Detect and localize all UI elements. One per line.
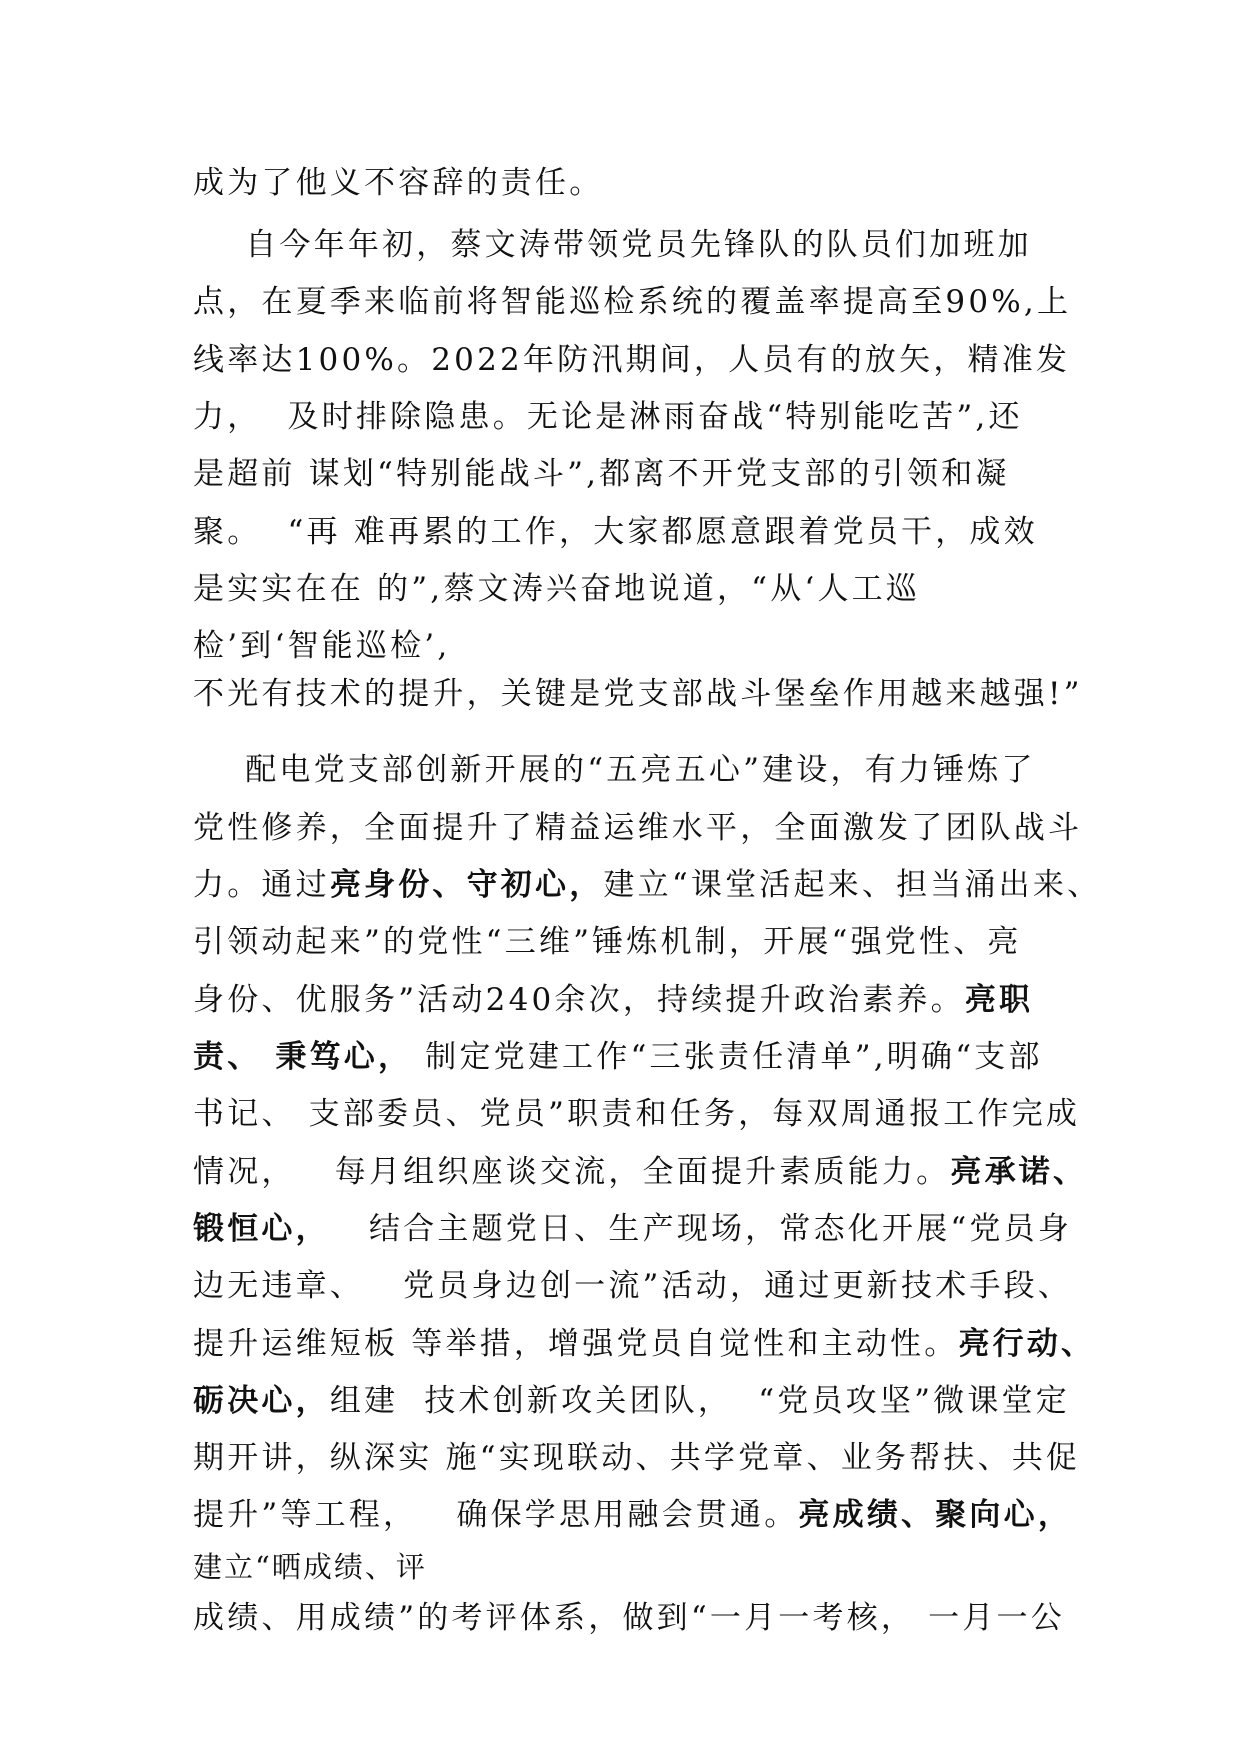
bold-phrase: 亮职 — [964, 982, 1034, 1018]
text-line: 期开讲，纵深实 施“实现联动、共学党章、业务帮扶、共促 — [193, 1440, 1081, 1476]
text-run: 建立“课堂活起来、担当涌出来、 — [603, 867, 1102, 903]
text-line: 自今年年初，蔡文涛带领党员先锋队的队员们加班加 — [193, 227, 1032, 263]
text-line: 党性修养，全面提升了精益运维水平，全面激发了团队战斗 — [193, 810, 1083, 846]
text-run: 身份、优服务”活动240余次，持续提升政治素养。 — [193, 982, 965, 1018]
text-line: 聚。 “再 难再累的工作，大家都愿意跟着党员干，成效 — [193, 514, 1038, 550]
text-line: 是实实在在 的”,蔡文涛兴奋地说道，“从‘人工巡 — [193, 571, 921, 607]
text-line: 引领动起来”的党性“三维”锤炼机制，开展“强党性、亮 — [193, 924, 1022, 960]
text-line — [193, 978, 1033, 1022]
bold-phrase: 亮行动、 — [958, 1326, 1096, 1362]
text-line: 力， 及时排除隐患。无论是淋雨奋战“特别能吃苦”,还 — [193, 399, 1023, 435]
bold-phrase: 亮成绩、聚向心， — [798, 1497, 1073, 1533]
text-line — [193, 1379, 1070, 1423]
text-run: 组建 技术创新攻关团队， “党员攻坚”微课堂定 — [329, 1383, 1070, 1419]
text-line: 点，在夏季来临前将智能巡检系统的覆盖率提高至90%,上 — [193, 284, 1072, 320]
text-line: 线率达100%。2022年防汛期间，人员有的放矢，精准发 — [193, 342, 1071, 378]
bold-phrase: 责、 秉笃心， — [193, 1039, 413, 1075]
text-line: 成为了他义不容辞的责任。 — [193, 165, 604, 201]
bold-phrase: 亮身份、守初心， — [329, 867, 604, 903]
text-run: 提升运维短板 等举措，增强党员自觉性和主动性。 — [193, 1326, 959, 1362]
text-line: 是超前 谋划“特别能战斗”,都离不开党支部的引领和凝 — [193, 456, 1010, 492]
text-run: 结合主题党日、生产现场，常态化开展“党员身 — [329, 1211, 1073, 1247]
text-line — [193, 1207, 1072, 1251]
text-line — [193, 1322, 1095, 1366]
text-run: 力。通过 — [193, 867, 330, 903]
text-run: 制定党建工作“三张责任清单”,明确“支部 — [412, 1039, 1043, 1075]
text-line: 成绩、用成绩”的考评体系，做到“一月一考核， 一月一公 — [193, 1600, 1065, 1636]
text-line: 边无违章、 党员身边创一流”活动，通过更新技术手段、 — [193, 1268, 1073, 1304]
text-line — [193, 863, 1101, 907]
text-run: 提升”等工程， 确保学思用融会贯通。 — [193, 1497, 799, 1533]
text-line: 配电党支部创新开展的“五亮五心”建设，有力锤炼了 — [193, 752, 1036, 788]
bold-phrase: 亮承诺、 — [950, 1154, 1088, 1190]
text-line — [193, 1493, 1072, 1537]
text-run: 情况， 每月组织座谈交流，全面提升素质能力。 — [193, 1154, 951, 1190]
bold-phrase: 砺决心， — [193, 1383, 330, 1419]
text-line: 书记、 支部委员、党员”职责和任务，每双周通报工作完成 — [193, 1096, 1081, 1132]
text-line — [193, 1150, 1087, 1194]
bold-phrase: 锻恒心， — [193, 1211, 330, 1247]
text-line: 建立“晒成绩、评 — [193, 1550, 427, 1584]
text-line — [193, 1035, 1043, 1079]
text-line: 检’到‘智能巡检’, — [193, 628, 451, 664]
text-line: 不光有技术的提升，关键是党支部战斗堡垒作用越来越强!” — [193, 676, 1083, 712]
